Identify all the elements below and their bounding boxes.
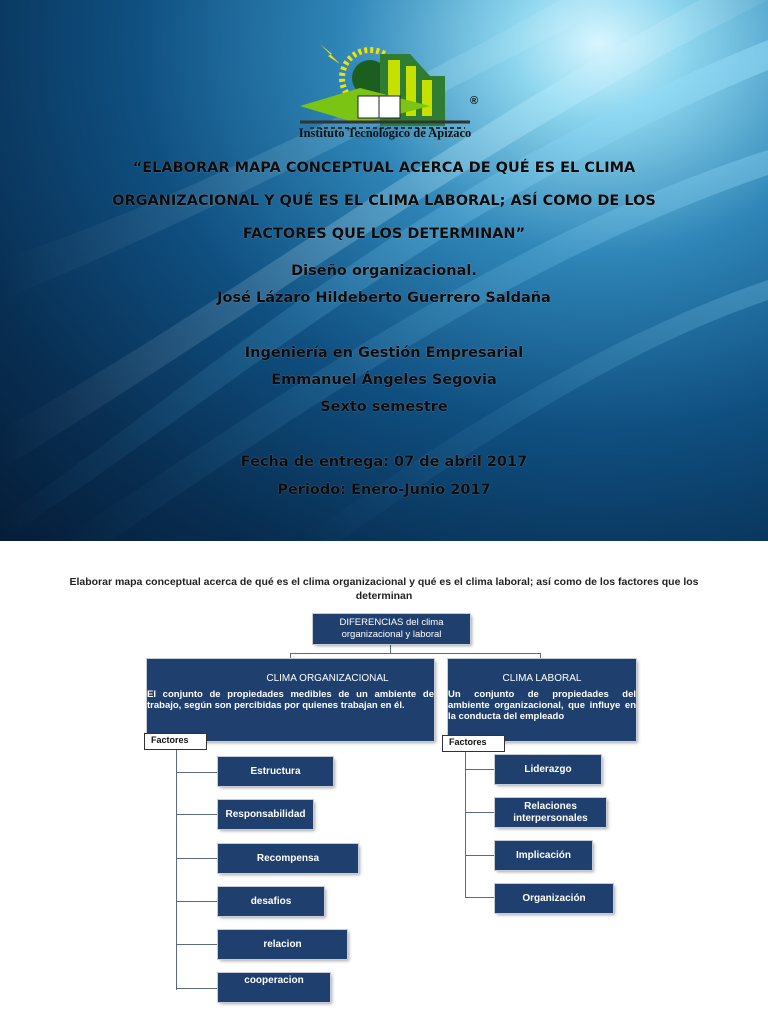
clima-laboral-box	[448, 659, 636, 741]
root-concept-text: DIFERENCIAS del clima organizacional y laboral	[339, 617, 444, 640]
registered-mark: ®	[470, 95, 479, 107]
factor-label: desafios	[250, 896, 292, 907]
connector-right-trunk	[465, 750, 466, 898]
factor-label: Relaciones interpersonales	[513, 800, 588, 824]
connector-right-branch	[465, 812, 495, 813]
root-concept-box	[313, 614, 470, 644]
factor-box	[218, 844, 358, 873]
factor-box	[218, 757, 333, 786]
factor-label: relacion	[263, 939, 302, 950]
factor-label: Recompensa	[256, 853, 320, 864]
connector-right-branch	[465, 897, 495, 898]
connector-left-branch	[176, 988, 218, 989]
clima-laboral-description: Un conjunto de propiedades del ambiente organizacional, que influye en la conducta del empleado	[448, 689, 636, 722]
concept-map-title	[40, 575, 728, 603]
factor-label: cooperacion	[244, 975, 304, 986]
connector-left-branch	[176, 772, 218, 773]
factor-box	[218, 887, 324, 916]
teacher-name: José Lázaro Hildeberto Guerrero Saldaña	[217, 290, 551, 306]
title-line-3: FACTORES QUE LOS DETERMINAN”	[242, 226, 526, 242]
connector-root-horizontal	[290, 653, 541, 654]
factor-box	[218, 800, 313, 829]
clima-organizacional-box	[147, 659, 434, 741]
factor-box	[218, 930, 347, 959]
factor-label: Liderazgo	[524, 764, 572, 775]
factor-box	[495, 798, 606, 827]
connector-left-branch	[176, 814, 218, 815]
semester: Sexto semestre	[320, 399, 448, 415]
connector-right-branch	[465, 769, 495, 770]
subject-name: Diseño organizacional.	[291, 263, 477, 279]
due-date: Fecha de entrega: 07 de abril 2017	[240, 454, 528, 470]
factor-box	[218, 973, 330, 1002]
factor-box	[495, 755, 601, 784]
clima-organizacional-heading: CLIMA ORGANIZACIONAL	[266, 673, 389, 684]
period: Periodo: Enero-Junio 2017	[277, 482, 491, 498]
factor-box	[495, 884, 613, 913]
logo-caption: Instituto Tecnológico de Apizaco	[298, 126, 472, 140]
connector-right-branch	[465, 855, 495, 856]
career-name: Ingeniería en Gestión Empresarial	[244, 345, 524, 361]
connector-root-down	[390, 644, 391, 653]
clima-organizacional-description: El conjunto de propiedades medibles de un ambiente de trabajo, según son percibidas por quienes trabajan en él.	[147, 689, 434, 711]
title-line-2: ORGANIZACIONAL Y QUÉ ES EL CLIMA LABORAL; ASÍ COMO DE LOS	[112, 193, 656, 209]
connector-left-branch	[176, 944, 218, 945]
concept-map-title-line-1: Elaborar mapa conceptual acerca de qué es el clima organizacional y qué es el clima laboral; así como de los factores que los	[69, 576, 699, 588]
left-factors-label: Factores	[144, 733, 207, 750]
clima-laboral-heading: CLIMA LABORAL	[502, 673, 582, 684]
factor-label: Responsabilidad	[225, 809, 306, 820]
title-line-1: “ELABORAR MAPA CONCEPTUAL ACERCA DE QUÉ ES EL CLIMA	[132, 160, 636, 176]
connector-left-branch	[176, 858, 218, 859]
concept-map-title-line-2: determinan	[355, 590, 413, 602]
connector-left-branch	[176, 901, 218, 902]
factor-label: Implicación	[515, 850, 571, 861]
right-factors-label: Factores	[442, 735, 505, 752]
factor-label: Organización	[522, 893, 586, 904]
connector-left-trunk	[176, 750, 177, 990]
factor-label: Estructura	[250, 766, 301, 777]
student-name: Emmanuel Ángeles Segovia	[271, 372, 497, 388]
factor-box	[495, 841, 592, 870]
